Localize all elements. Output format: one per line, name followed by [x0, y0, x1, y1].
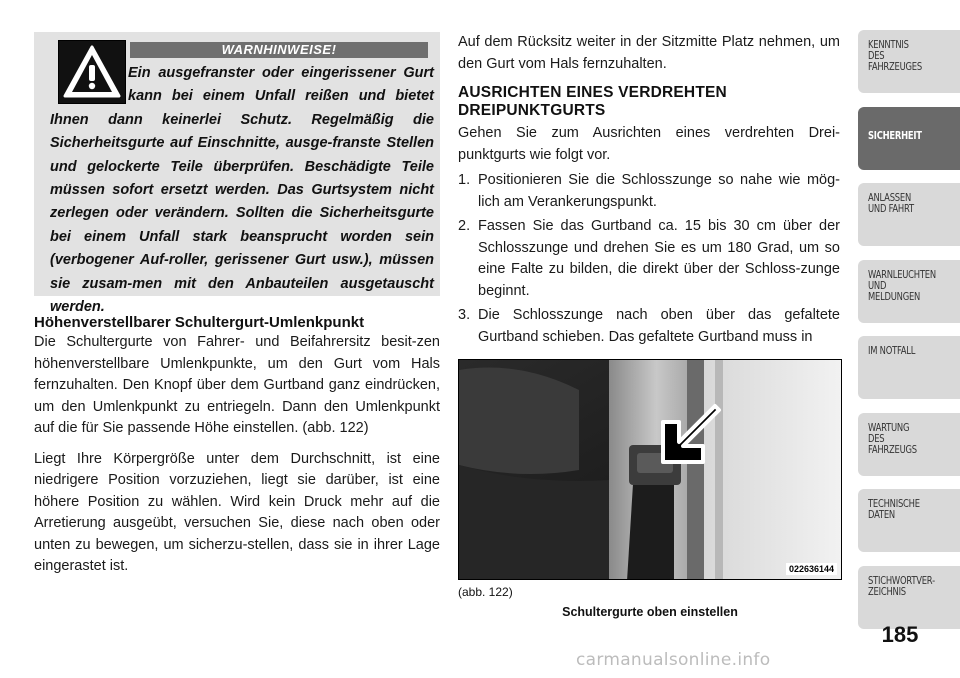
- tab-technische-daten[interactable]: TECHNISCHE DATEN: [858, 489, 960, 552]
- warning-body: Ein ausgefranster oder eingerissener Gurt kann bei einem Unfall reißen und bietet Ihnen dann keinerlei Schutz. Regelmäßig die Sicherheitsgurte auf Einschnitte, ausge-franste Stellen und gelockerte Teile überprüfen. Beschädigte Teile müssen sofort ersetzt werden. Das Gurtsystem nicht zerlegen oder verändern. Sollten die Sicherheitsgurte bei einem Unfall stark beansprucht worden sein (verbogener Auf-roller, gerissener Gurt usw.), müssen sie zusam-men mit den Anbauteilen ausgetauscht werden.: [50, 65, 434, 316]
- right-column: [458, 32, 840, 351]
- warning-title: WARNHINWEISE!: [130, 42, 428, 58]
- step-list: [458, 170, 840, 348]
- figure-caption: Schultergurte oben einstellen: [562, 605, 738, 619]
- seatbelt-photo: [459, 360, 842, 580]
- paragraph: Gehen Sie zum Ausrichten eines verdrehten Drei-punktgurts wie folgt vor.: [458, 125, 840, 163]
- chapter-tabs: [858, 30, 960, 642]
- tab-sicherheit[interactable]: SICHERHEIT: [858, 107, 960, 170]
- list-item: 3. Die Schlosszunge nach oben über das gefaltete Gurtband schieben. Das gefaltete Gurtband muss in: [458, 307, 840, 345]
- section-heading: AUSRICHTEN EINES VERDREHTEN DREIPUNKTGURTS: [458, 84, 727, 119]
- paragraph: Liegt Ihre Körpergröße unter dem Durchschnitt, ist eine niedrigere Position vorzuziehen, liegt sie darüber, ist eine höhere Position zu wählen. Wird kein Druck mehr auf die Arretierung ausgeübt, versuchen Sie, diese nach oben oder unten zu bewegen, um sicherzu-stellen, dass sie in ihrer Lage eingerastet ist.: [34, 450, 440, 574]
- tab-anlassen-und-fahrt[interactable]: ANLASSEN UND FAHRT: [858, 183, 960, 246]
- paragraph: Die Schultergurte von Fahrer- und Beifahrersitz besit-zen höhenverstellbare Umlenkpunkte, um den Gurt vom Hals fernzuhalten. Den Knopf über dem Gurtband ganz eindrücken, um den Umlenkpunkt zu entriegeln. Dann den Umlenkpunkt auf die für Sie passende Höhe einstellen. (abb. 122): [34, 334, 440, 436]
- tab-im-notfall[interactable]: IM NOTFALL: [858, 336, 960, 399]
- list-item: 1. Positionieren Sie die Schlosszunge so nahe wie mög-lich am Verankerungspunkt.: [458, 172, 840, 210]
- page-number: 185: [881, 622, 919, 647]
- list-item: 2. Fassen Sie das Gurtband ca. 15 bis 30 cm über der Schlosszunge und drehen Sie es um 180 Grad, um so eine Falte zu bilden, die direkt über der Schloss-zunge beginnt.: [458, 218, 840, 299]
- section-heading: Höhenverstellbarer Schultergurt-Umlenkpunkt: [34, 314, 365, 331]
- figure-reference: (abb. 122): [458, 585, 513, 599]
- tab-warnleuchten-und-meldungen[interactable]: WARNLEUCHTEN UND MELDUNGEN: [858, 260, 960, 323]
- figure-photo: [458, 359, 842, 580]
- paragraph: Auf dem Rücksitz weiter in der Sitzmitte Platz nehmen, um den Gurt vom Hals fernzuhalten.: [458, 34, 840, 72]
- figure-code: 022636144: [786, 563, 837, 575]
- tab-kenntnis-des-fahrzeuges[interactable]: KENNTNIS DES FAHRZEUGES: [858, 30, 960, 93]
- tab-wartung-des-fahrzeugs[interactable]: WARTUNG DES FAHRZEUGS: [858, 413, 960, 476]
- tab-stichwortverzeichnis[interactable]: STICHWORTVER- ZEICHNIS: [858, 566, 960, 629]
- left-column: [34, 314, 440, 578]
- warning-text: [50, 62, 434, 319]
- watermark: carmanualsonline.info: [576, 650, 771, 670]
